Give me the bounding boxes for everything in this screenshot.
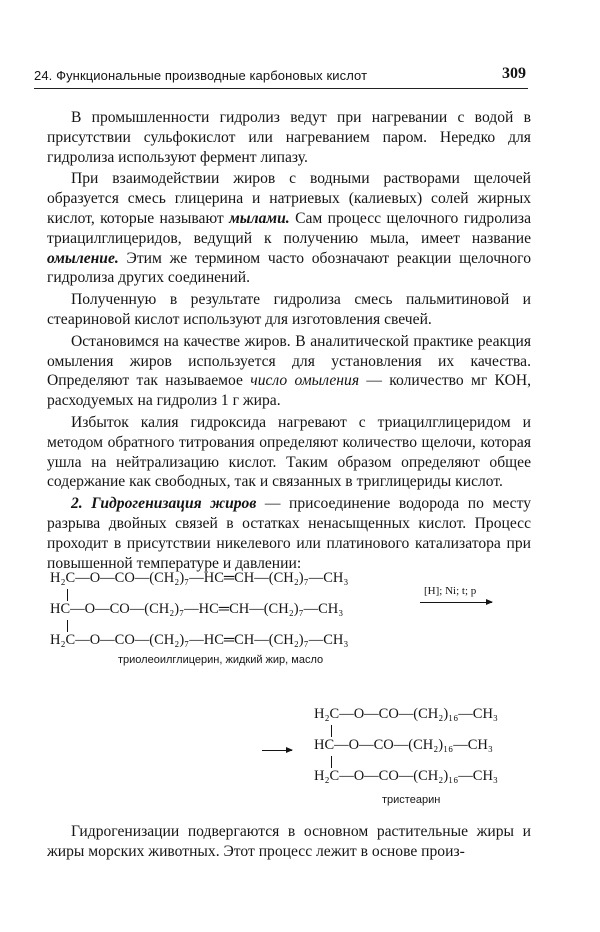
paragraph-hydrogenation — [47, 494, 531, 573]
p4-text-b: — количество мг КОН, расходуемых на гидролиз 1 г жира. — [47, 372, 531, 410]
body-text-continued — [47, 822, 531, 862]
paragraph-titration: Избыток калия гидроксида нагревают с триацилглицеридом и методом обратного титрования определяют количество щелочи, которая ушла на нейтрализацию кислот. Таким образом определяют общее содержание как свободных, так и связанных в триглицериды кислот. — [47, 413, 531, 491]
product-formula — [314, 706, 534, 786]
bond-line — [67, 620, 68, 632]
term-saponification-number: число омыления — [250, 372, 360, 390]
paragraph-hydrogenation-usage: Гидрогенизации подвергаются в основном растительные жиры и жиры морских животных. Этот процесс лежит в основе произ- — [47, 823, 531, 860]
page-number: 309 — [502, 65, 526, 82]
chapter-title: 24. Функциональные производные карбоновых кислот — [34, 68, 368, 83]
reaction-arrow-icon — [420, 602, 492, 603]
running-header — [34, 64, 528, 89]
reactant-formula — [50, 570, 420, 650]
reactant-line-2: HC—O—CO—(CH₂)₇—HC═CH—(CH₂)₇—CH₃ — [50, 601, 344, 617]
paragraph-hydrolysis-industry: В промышленности гидролиз ведут при нагревании с водой в присутствии сульфокислот или нагреванием паром. Нередко для гидролиза используют фермент липазу. — [47, 109, 531, 166]
bond-line — [331, 725, 332, 737]
product-arrow-icon — [262, 750, 292, 751]
reactant-line-3: H₂C—O—CO—(CH₂)₇—HC═CH—(CH₂)₇—CH₃ — [50, 632, 349, 648]
product-line-3: H₂C—O—CO—(CH₂)₁₆—CH₃ — [314, 768, 498, 784]
reactant-line-1: H₂C—O—CO—(CH₂)₇—HC═CH—(CH₂)₇—CH₃ — [50, 570, 349, 586]
p4-text-a: Остановимся на качестве жиров. В аналитической практике реакция омыления жиров используется для установления их качества. Определяют так называемое — [47, 332, 531, 390]
term-saponification: омыление. — [47, 249, 119, 267]
paragraph-candles: Полученную в результате гидролиза смесь пальмитиновой и стеариновой кислот используют для изготовления свечей. — [47, 291, 531, 328]
paragraph-saponification — [47, 169, 531, 288]
p2-text-a: При взаимодействии жиров с водными растворами щелочей образуется смесь глицерина и натриевых (калиевых) солей жирных кислот, которые называют — [47, 170, 531, 227]
p2-text-b: Сам процесс щелочного гидролиза триацилглицеридов, ведущий к получению мыла, имеет название — [47, 209, 531, 247]
product-caption: тристеарин — [382, 794, 441, 806]
product-line-2: HC—O—CO—(CH₂)₁₆—CH₃ — [314, 737, 493, 753]
p6-text: — присоединение водорода по месту разрыва двойных связей в остатках ненасыщенных кислот. Процесс проходит в присутствии никелевого или платинового катализатора при повышенной температуре и давлении: — [47, 495, 531, 572]
body-text — [47, 108, 531, 575]
product-line-1: H₂C—O—CO—(CH₂)₁₆—CH₃ — [314, 706, 498, 722]
term-hydrogenation: 2. Гидрогенизация жиров — [71, 495, 257, 513]
term-soaps: мылами. — [229, 209, 290, 227]
reactant-caption: триолеоилглицерин, жидкий жир, масло — [118, 654, 324, 666]
bond-line — [331, 756, 332, 768]
bond-line — [67, 589, 68, 601]
p2-text-c: Этим же термином часто обозначают реакции щелочного гидролиза других соединений. — [47, 249, 531, 287]
paragraph-fat-quality — [47, 332, 531, 411]
reaction-conditions: [H]; Ni; t; p — [424, 585, 477, 597]
